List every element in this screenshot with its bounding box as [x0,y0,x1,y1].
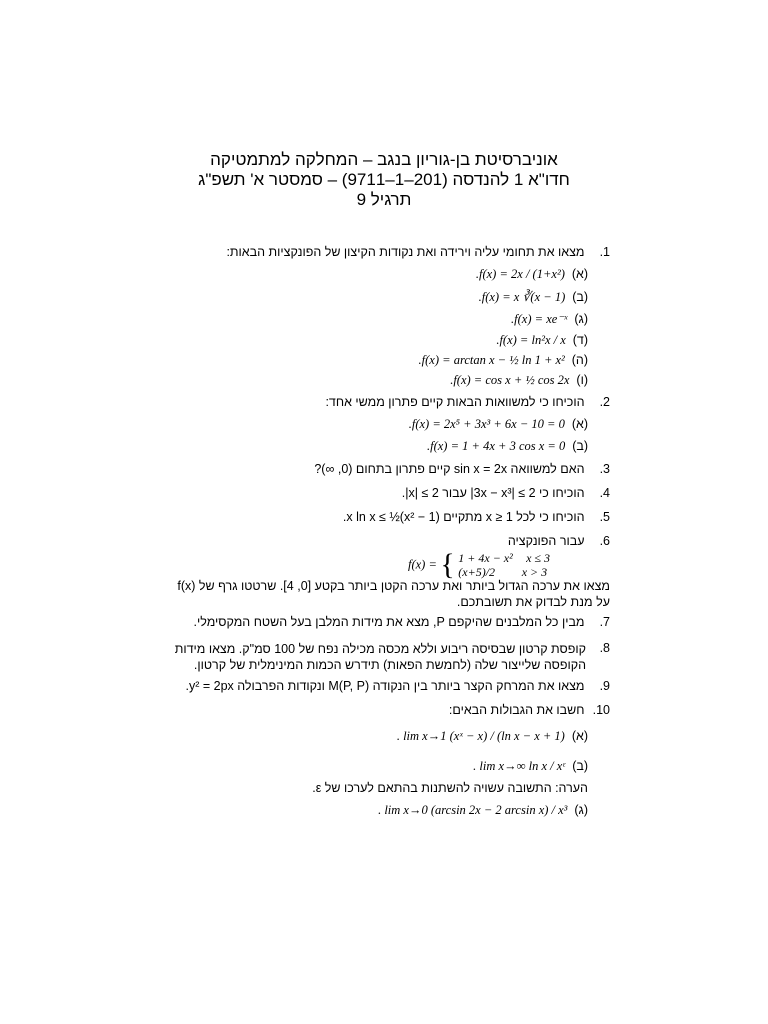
item-label: (ב) [572,439,588,453]
problem-number: 9. [599,679,610,693]
problem-number: 2. [599,395,610,409]
piecewise-cases [458,551,550,579]
problem-text: הוכיחו כי למשוואות הבאות קיים פתרון ממשי אחד: [325,395,585,409]
item-expr: .f(x) = 2x / (1+x²) [475,267,565,281]
item-label: (א) [571,267,588,281]
case-cond: x > 3 [521,565,548,579]
problem-text: קופסת קרטון שבסיסה ריבוע וללא מכסה מכילה נפח של 100 סמ"ק. מצאו מידות הקופסה שלייצור שלה (לחמשת הפאות) תידרש הכמות המינימלית של קרטון. [174,642,586,672]
exercise-title: תרגיל 9 [356,190,412,209]
p1-d [496,333,588,348]
case-expr: (x+5)/2 [458,565,496,579]
document-header [0,150,768,210]
item-label: (ו) [576,373,588,387]
p1-e [419,353,588,368]
problem-8 [170,641,610,673]
item-label: (ג) [574,312,588,326]
p2-b [427,439,588,454]
problem-text: מצאו את המרחק הקצר ביותר בין הנקודה M(P, P) ונקודות הפרבולה y² = 2px. [185,679,585,693]
problem-number: 5. [599,510,610,524]
problem-6-question: מצאו את ערכה הגדול ביותר ואת ערכה הקטן ביותר בקטע [0, 4]. שרטטו גרף של f(x) על מנת לבדוק את תשובתכם. [177,579,610,609]
problem-9 [185,679,610,693]
course-title: חדו"א 1 להנדסה (201–1–9711) – סמסטר א' תשפ"ג [198,170,570,189]
problem-number: 3. [599,462,610,476]
case-1 [458,551,550,565]
problem-2 [325,395,610,409]
piecewise-lhs: f(x) = [408,557,437,572]
item-label: (א) [571,729,588,743]
problem-text: הוכיחו כי לכל 1 ≤ x מתקיים x ln x ≤ ½(x² − 1). [342,510,585,524]
problem-5 [343,510,610,524]
problem-10 [449,703,610,717]
problem-text: מבין כל המלבנים שהיקפם P, מצא את מידות המלבן בעל השטח המקסימלי. [193,615,585,629]
item-expr: .f(x) = 1 + 4x + 3 cos x = 0 [427,439,566,453]
university-title: אוניברסיטת בן-גוריון בנגב – המחלקה למתמטיקה [210,150,558,169]
problem-number: 4. [599,486,610,500]
problem-text: האם למשוואה sin x = 2x קיים פתרון בתחום (0, ∞)? [314,462,585,476]
problem-text: עבור הפונקציה [507,534,585,548]
p10-a [397,729,588,744]
problem-3 [314,462,610,476]
item-expr: .f(x) = cos x + ½ cos 2x [450,373,570,387]
problem-1 [226,245,610,259]
piecewise-definition [408,548,550,582]
p10-note: הערה: התשובה עשויה להשתנות בהתאם לערכו של ε. [312,781,588,795]
p1-c [511,311,588,327]
item-label: (ה) [571,353,588,367]
brace-glyph: { [440,548,455,581]
item-expr: .f(x) = 2x⁵ + 3x³ + 6x − 10 = 0 [408,417,565,431]
case-cond: x ≤ 3 [526,551,550,565]
case-2 [458,565,550,579]
item-label: (ד) [572,333,588,347]
item-expr: . lim x→∞ ln x / xᵋ [473,759,566,773]
item-label: (א) [571,417,588,431]
problem-7 [193,615,610,629]
p1-f [450,373,588,388]
problem-number: 7. [599,615,610,629]
p1-b [479,289,588,305]
item-expr: .f(x) = xe⁻ˣ [511,312,568,326]
case-expr: 1 + 4x − x² [458,551,513,565]
p2-a [409,417,588,432]
problem-text: הוכיחו כי 2 ≥ |3x − x³| עבור 2 ≥ |x|. [401,486,585,500]
item-expr: .f(x) = arctan x − ½ ln 1 + x² [418,353,565,367]
problem-6 [508,534,610,548]
problem-text: מצאו את תחומי עליה וירידה ואת נקודות הקיצון של הפונקציות הבאות: [226,245,585,259]
problem-number: 8. [599,641,610,655]
item-label: (ב) [572,759,588,773]
problem-number: 10. [592,703,610,717]
problem-number: 1. [599,245,610,259]
item-expr: . lim x→0 (arcsin 2x − 2 arcsin x) / x³ [378,803,568,817]
item-label: (ב) [572,290,588,304]
p1-a [476,267,588,282]
problem-text: חשבו את הגבולות הבאים: [448,703,585,717]
item-expr: . lim x→1 (xˣ − x) / (ln x − x + 1) [396,729,565,743]
p10-b [473,759,588,774]
p10-c [378,803,588,818]
item-expr: .f(x) = ln²x / x [496,333,566,347]
problem-4 [402,486,610,500]
item-expr: .f(x) = x ∛(x − 1) [478,290,566,304]
problem-number: 6. [599,534,610,548]
item-label: (ג) [574,803,588,817]
